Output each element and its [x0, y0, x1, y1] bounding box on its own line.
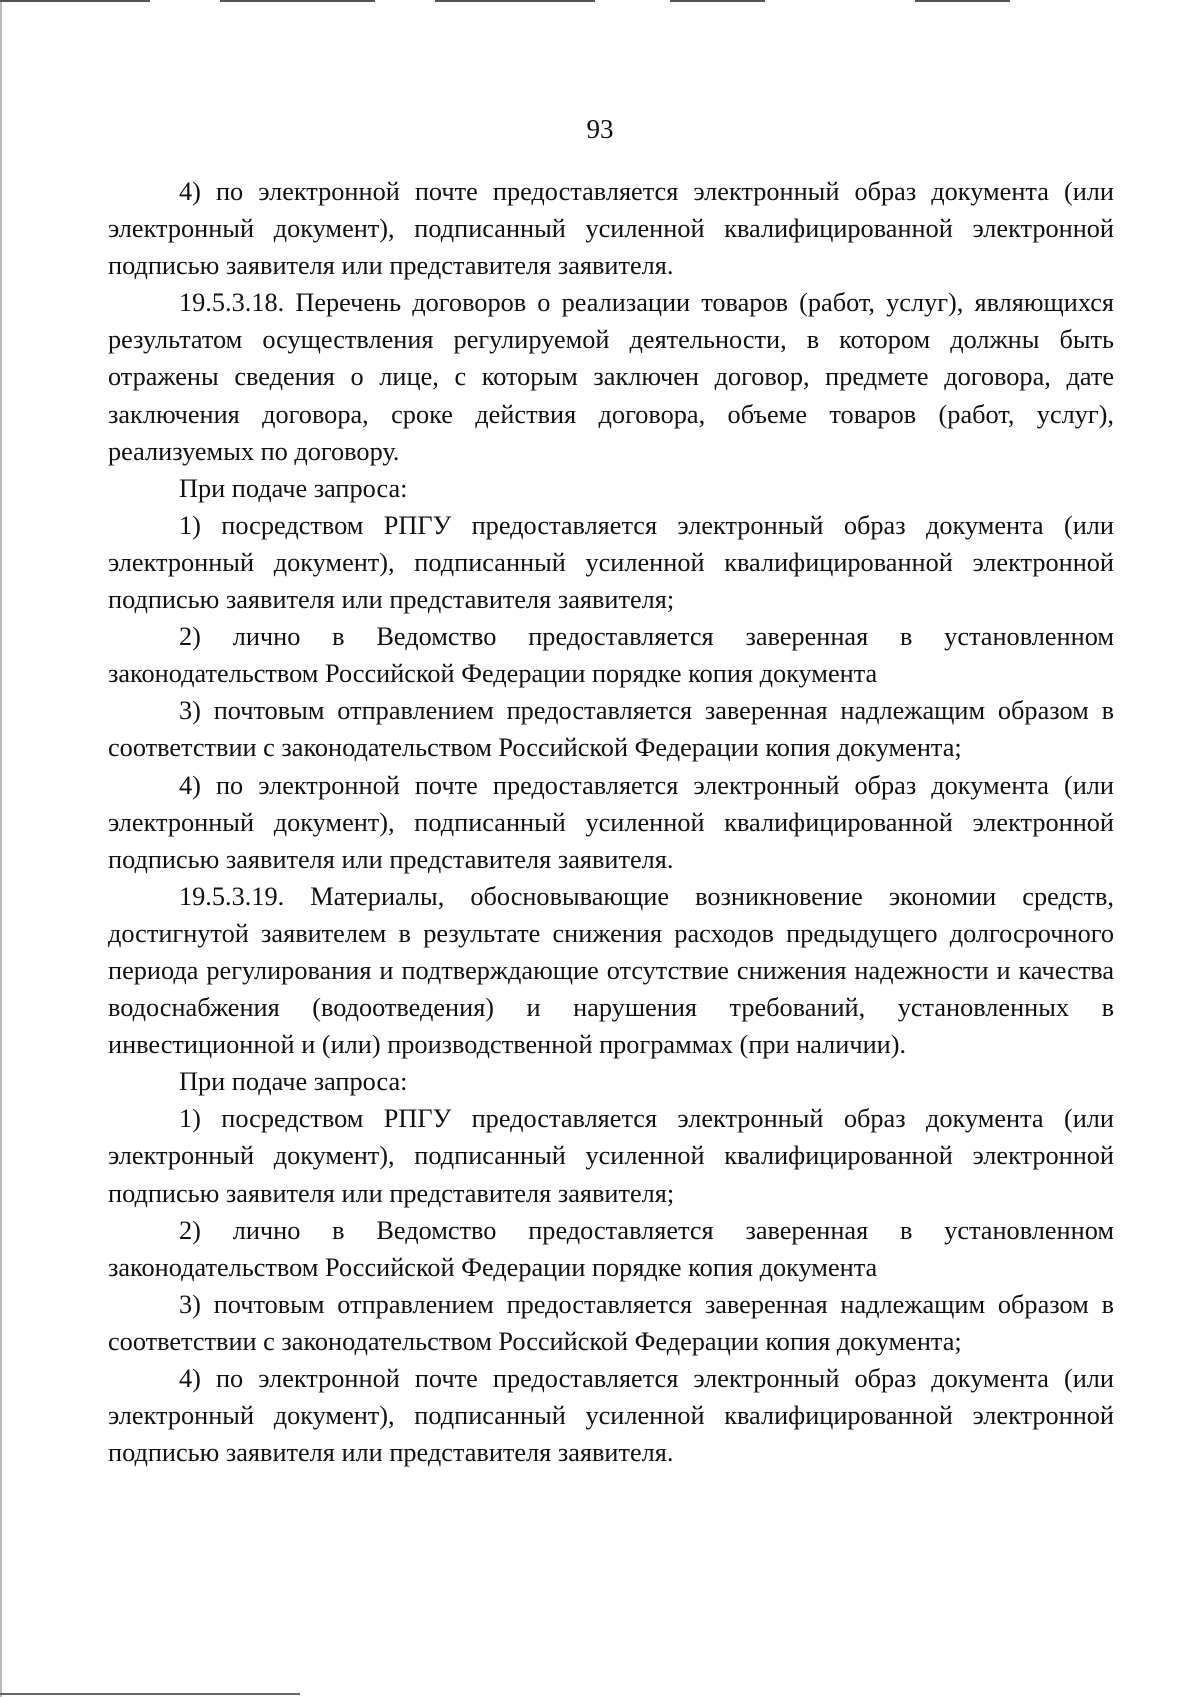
scan-edge-left: [0, 0, 2, 1697]
paragraph: 19.5.3.18. Перечень договоров о реализации товаров (работ, услуг), являющихся результатом осуществления регулируемой деятельности, в котором должны быть отражены сведения о лице, с которым заключен договор, предмете договора, дате заключения договора, сроке действия договора, объеме товаров (работ, услуг), реализуемых по договору.: [108, 288, 1114, 466]
paragraph: 19.5.3.19. Материалы, обосновывающие возникновение экономии средств, достигнутой заявителем в результате снижения расходов предыдущего долгосрочного периода регулирования и подтверждающие отсутствие снижения надежности и качества водоснабжения (водоотведения) и нарушения требований, установленных в инвестиционной и (или) производственной программах (при наличии).: [108, 881, 1114, 1060]
scan-edge-top: [915, 0, 1010, 2]
document-body: [108, 173, 1114, 1471]
paragraph: 4) по электронной почте предоставляется электронный образ документа (или электронный документ), подписанный усиленной квалифицированной электронной подписью заявителя или представителя заявителя.: [108, 1364, 1114, 1468]
paragraph: 4) по электронной почте предоставляется электронный образ документа (или электронный документ), подписанный усиленной квалифицированной электронной подписью заявителя или представителя заявителя.: [108, 177, 1114, 281]
scan-edge-top: [670, 0, 765, 2]
scan-edge-top: [435, 0, 595, 2]
paragraph: 4) по электронной почте предоставляется электронный образ документа (или электронный документ), подписанный усиленной квалифицированной электронной подписью заявителя или представителя заявителя.: [108, 770, 1114, 874]
page-number: 93: [586, 114, 614, 144]
paragraph: При подаче запроса:: [179, 1067, 408, 1097]
paragraph: 1) посредством РПГУ предоставляется электронный образ документа (или электронный документ), подписанный усиленной квалифицированной электронной подписью заявителя или представителя заявителя;: [108, 1104, 1114, 1208]
paragraph: 3) почтовым отправлением предоставляется заверенная надлежащим образом в соответствии с законодательством Российской Федерации копия документа;: [108, 696, 1114, 763]
paragraph: 3) почтовым отправлением предоставляется заверенная надлежащим образом в соответствии с законодательством Российской Федерации копия документа;: [108, 1289, 1114, 1356]
paragraph: 2) лично в Ведомство предоставляется заверенная в установленном законодательством Российской Федерации порядке копия документа: [108, 622, 1114, 689]
scan-edge-top: [0, 0, 150, 2]
paragraph: 1) посредством РПГУ предоставляется электронный образ документа (или электронный документ), подписанный усиленной квалифицированной электронной подписью заявителя или представителя заявителя;: [108, 510, 1114, 615]
scan-edge-top: [220, 0, 375, 2]
scan-edge-bottom: [0, 1693, 300, 1695]
paragraph: 2) лично в Ведомство предоставляется заверенная в установленном законодательством Российской Федерации порядке копия документа: [108, 1215, 1114, 1282]
paragraph: При подаче запроса:: [179, 473, 408, 503]
